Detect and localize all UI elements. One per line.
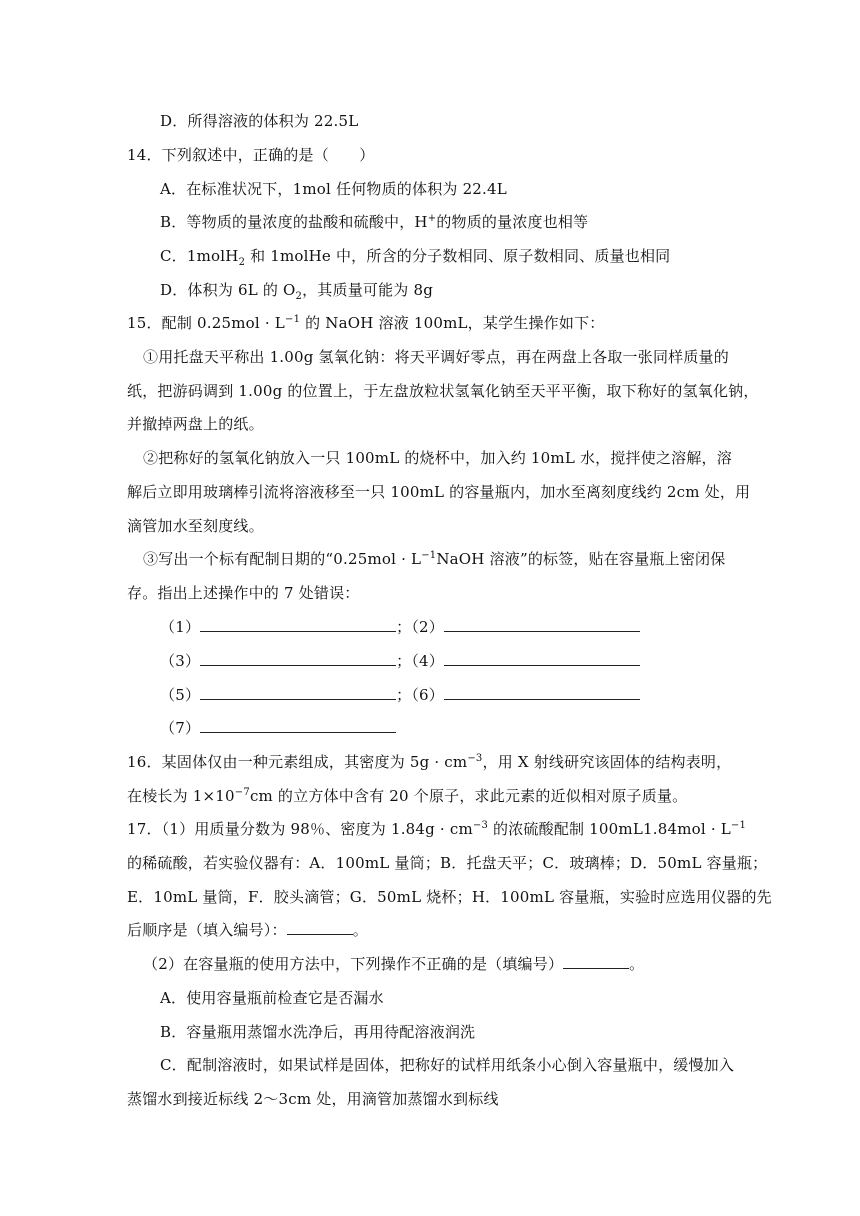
q17-option-a: A．使用容量瓶前检查它是否漏水 — [160, 989, 384, 1007]
q14-option-c: C．1molH$_2$ 和 1molHe 中，所含的分子数相同、原子数相同、质量也相同 — [160, 247, 671, 268]
q15-step2-line2: 解后立即用玻璃棒引流将溶液移至一只 100mL 的容量瓶内，加水至离刻度线约 2cm 处，用 — [127, 483, 751, 501]
q13-option-d: D．所得溶液的体积为 22.5L — [160, 112, 359, 130]
q17-part1-line3: E．10mL 量筒，F．胶头滴管；G．50mL 烧杯；H．100mL 容量瓶，实验时应选用仪器的先 — [127, 888, 772, 906]
q15-answer-row-2: （3） ；（4） — [160, 651, 640, 671]
answer-blank-3[interactable] — [200, 651, 396, 666]
q17-part1-line2: 的稀硫酸，若实验仪器有：A．100mL 量筒；B．托盘天平；C．玻璃棒；D．50mL 容量瓶； — [127, 854, 768, 872]
q15-step2-line1: ②把称好的氢氧化钠放入一只 100mL 的烧杯中，加入约 10mL 水，搅拌使之溶解，溶 — [143, 449, 732, 467]
q15-step1-line1: ①用托盘天平称出 1.00g 氢氧化钠：将天平调好零点，再在两盘上各取一张同样质量的 — [143, 348, 729, 366]
answer-blank-q17-1[interactable] — [287, 920, 353, 935]
q15-step2-line3: 滴管加水至刻度线。 — [127, 517, 264, 535]
q16-line1: 16．某固体仅由一种元素组成，其密度为 $5g \cdot cm^{-3}$，用 X 射线研究该固体的结构表明， — [127, 753, 732, 771]
q17-option-b: B．容量瓶用蒸馏水洗净后，再用待配溶液润洗 — [160, 1023, 476, 1041]
q17-part1-line1: 17．（1）用质量分数为 98％、密度为 $1.84g \cdot cm^{-3}$ 的浓硫酸配制 $100mL1.84mol \cdot L^{-1}$ — [127, 820, 747, 838]
q17-part2-stem: （2）在容量瓶的使用方法中，下列操作不正确的是（填编号） 。 — [143, 955, 645, 973]
q15-stem: 15．配制 $0.25mol \cdot L^{-1}$ 的 NaOH 溶液 100mL，某学生操作如下： — [127, 314, 605, 332]
q15-step1-line2: 纸，把游码调到 1.00g 的位置上，于左盘放粒状氢氧化钠至天平平衡，取下称好的氢氧化钠， — [127, 382, 759, 400]
q14-stem: 14．下列叙述中，正确的是（ ） — [127, 146, 375, 164]
q15-step3-line1: ③写出一个标有配制日期的“$0.25mol \cdot L^{-1}NaOH$ 溶液”的标签，贴在容量瓶上密闭保 — [143, 550, 726, 568]
q14-option-a: A．在标准状况下，1mol 任何物质的体积为 22.4L — [160, 180, 507, 198]
answer-blank-6[interactable] — [444, 685, 640, 700]
q15-step3-line2: 存。指出上述操作中的 7 处错误： — [127, 584, 360, 602]
q14-option-d: D．体积为 6L 的 $O_2$，其质量可能为 8g — [160, 281, 434, 302]
q15-answer-row-1: （1） ；（2） — [160, 617, 640, 637]
q17-option-c-line2: 蒸馏水到接近标线 2～3cm 处，用滴管加蒸馏水到标线 — [127, 1090, 499, 1108]
q16-line2: 在棱长为 $1\times 10^{-7}cm$ 的立方体中含有 20 个原子，求此元素的近似相对原子质量。 — [127, 787, 688, 805]
q15-answer-row-4: （7） — [160, 718, 396, 738]
answer-blank-q17-2[interactable] — [563, 954, 629, 969]
answer-blank-7[interactable] — [200, 718, 396, 733]
answer-blank-2[interactable] — [444, 617, 640, 632]
answer-blank-1[interactable] — [200, 617, 396, 632]
answer-blank-5[interactable] — [200, 685, 396, 700]
q15-answer-row-3: （5） ；（6） — [160, 685, 640, 705]
q17-option-c-line1: C．配制溶液时，如果试样是固体，把称好的试样用纸条小心倒入容量瓶中，缓慢加入 — [160, 1056, 735, 1074]
q17-part1-line4: 后顺序是（填入编号）： 。 — [127, 921, 368, 939]
q14-option-b: B．等物质的量浓度的盐酸和硫酸中，H+的物质的量浓度也相等 — [160, 213, 589, 231]
q15-step1-line3: 并撤掉两盘上的纸。 — [127, 415, 264, 433]
answer-blank-4[interactable] — [444, 651, 640, 666]
